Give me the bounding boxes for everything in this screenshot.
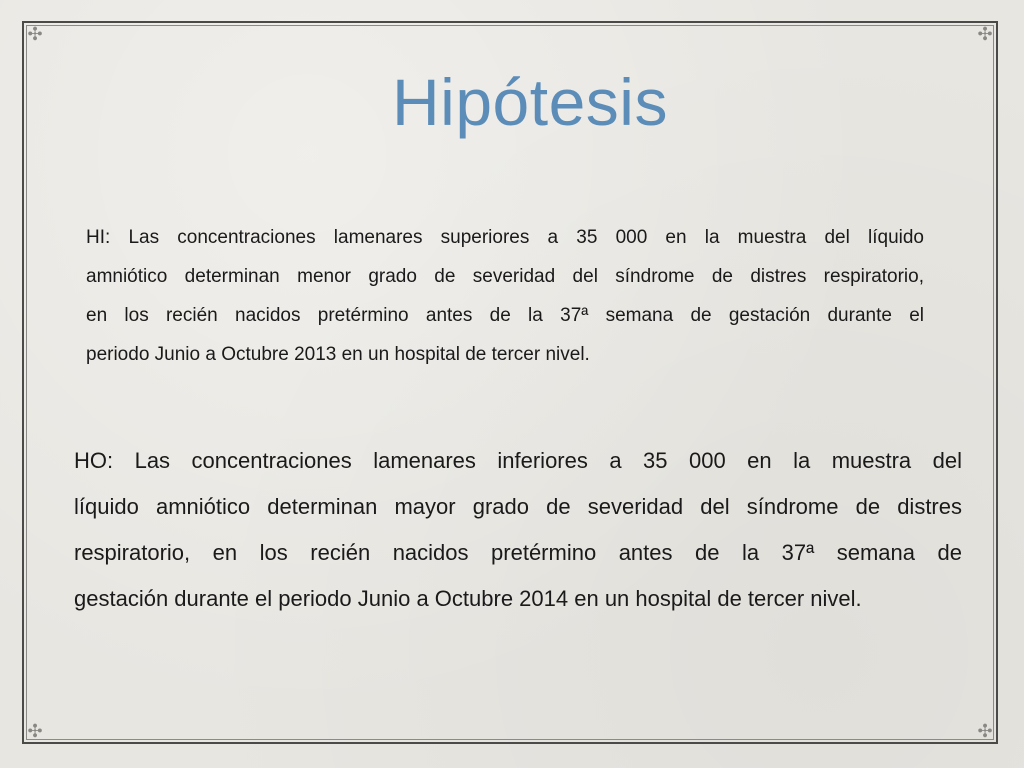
hypothesis-hi-line: periodo Junio a Octubre 2013 en un hospital de tercer nivel. xyxy=(86,344,590,365)
hypothesis-ho-line: HO: Las concentraciones lamenares inferiores a 35 000 en la muestra del xyxy=(74,448,962,473)
hypothesis-hi-line: HI: Las concentraciones lamenares superiores a 35 000 en la muestra del líquido xyxy=(86,227,924,248)
hypothesis-hi-line: en los recién nacidos pretérmino antes de la 37ª semana de gestación durante el xyxy=(86,305,924,326)
corner-ornament-icon: ✣ xyxy=(977,721,993,741)
corner-ornament-icon: ✣ xyxy=(977,24,993,44)
hypothesis-ho-line: líquido amniótico determinan mayor grado de severidad del síndrome de distres xyxy=(74,494,962,519)
hypothesis-ho-paragraph xyxy=(74,438,962,622)
corner-ornament-icon: ✣ xyxy=(27,721,43,741)
hypothesis-hi-paragraph xyxy=(86,218,924,374)
corner-ornament-icon: ✣ xyxy=(27,24,43,44)
slide-title: Hipótesis xyxy=(392,65,668,139)
hypothesis-ho-line: respiratorio, en los recién nacidos pretérmino antes de la 37ª semana de xyxy=(74,540,962,565)
hypothesis-ho-line: gestación durante el periodo Junio a Octubre 2014 en un hospital de tercer nivel. xyxy=(74,586,862,611)
hypothesis-hi-line: amniótico determinan menor grado de severidad del síndrome de distres respiratorio, xyxy=(86,266,924,287)
